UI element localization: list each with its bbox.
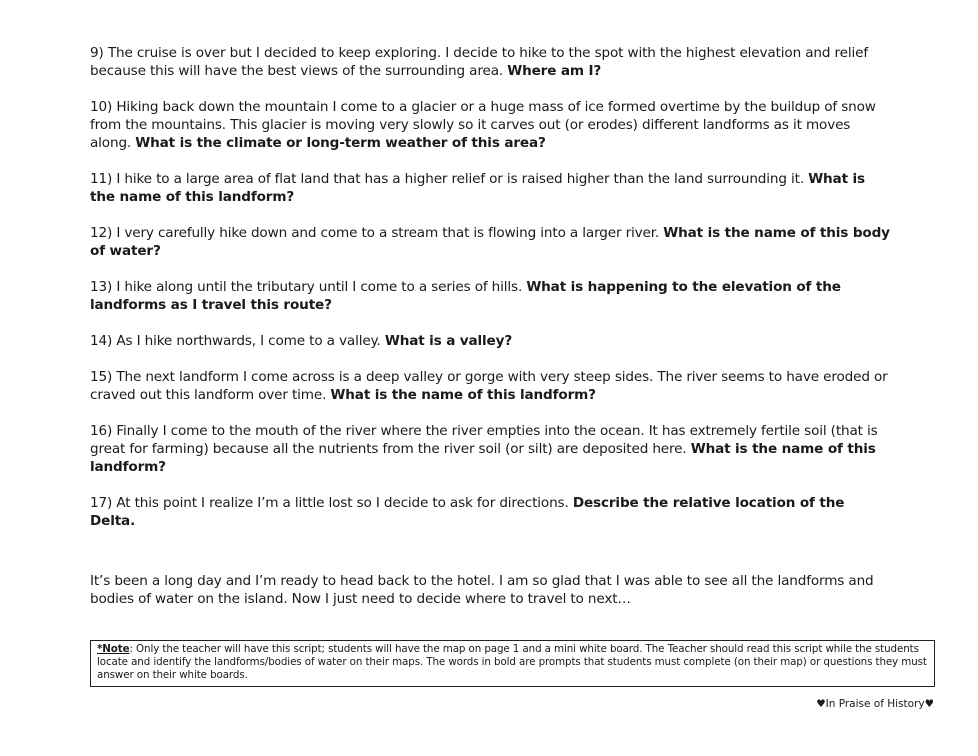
footer-credit: ♥In Praise of History♥ [816, 698, 934, 710]
script-item [90, 170, 890, 206]
item-text: 15) The next landform I come across is a deep valley or gorge with very steep sides. The river seems to have eroded or craved out this landform over time. [90, 369, 888, 403]
item-prompt: Describe the relative location of the Delta. [90, 495, 845, 529]
item-text: 16) Finally I come to the mouth of the river where the river empties into the ocean. It has extremely fertile soil (that is great for farming) because all the nutrients from the river soil (or silt) are deposited here. [90, 423, 878, 457]
item-text: 10) Hiking back down the mountain I come to a glacier or a huge mass of ice formed overtime by the buildup of snow from the mountains. This glacier is moving very slowly so it carves out (or erodes) different landforms as it moves along. [90, 99, 876, 151]
item-prompt: What is the name of this landform? [330, 387, 596, 403]
script-item [90, 44, 890, 80]
item-prompt: What is happening to the elevation of the landforms as I travel this route? [90, 279, 841, 313]
item-text: 17) At this point I realize I’m a little lost so I decide to ask for directions. [90, 495, 573, 511]
item-text: 13) I hike along until the tributary until I come to a series of hills. [90, 279, 527, 295]
script-items [90, 44, 890, 548]
script-item [90, 422, 890, 476]
script-item [90, 332, 890, 350]
teacher-note-box [90, 640, 935, 687]
script-item [90, 278, 890, 314]
note-text: : Only the teacher will have this script; students will have the map on page 1 and a mini white board. The Teacher should read this script while the students locate and identify the landforms/bodies of water on their maps. The words in bold are prompts that students must complete (on their map) or questions they must answer on their white boards. [97, 643, 927, 681]
script-item [90, 368, 890, 404]
item-prompt: What is the name of this landform? [90, 441, 876, 475]
item-text: 12) I very carefully hike down and come to a stream that is flowing into a larger river. [90, 225, 664, 241]
item-prompt: What is the name of this landform? [90, 171, 865, 205]
note-label: *Note [97, 643, 130, 655]
closing-paragraph: It’s been a long day and I’m ready to head back to the hotel. I am so glad that I was able to see all the landforms and bodies of water on the island. Now I just need to decide where to travel to next… [90, 573, 874, 607]
item-prompt: Where am I? [507, 63, 602, 79]
item-text: 9) The cruise is over but I decided to keep exploring. I decide to hike to the spot with the highest elevation and relief because this will have the best views of the surrounding area. [90, 45, 868, 79]
script-item [90, 224, 890, 260]
item-prompt: What is a valley? [384, 333, 513, 349]
script-item [90, 98, 890, 152]
item-text: 11) I hike to a large area of flat land that has a higher relief or is raised higher than the land surrounding it. [90, 171, 809, 187]
script-item [90, 494, 890, 530]
item-prompt: What is the climate or long-term weather of this area? [135, 135, 546, 151]
item-prompt: What is the name of this body of water? [90, 225, 890, 259]
item-text: 14) As I hike northwards, I come to a valley. [90, 333, 385, 349]
